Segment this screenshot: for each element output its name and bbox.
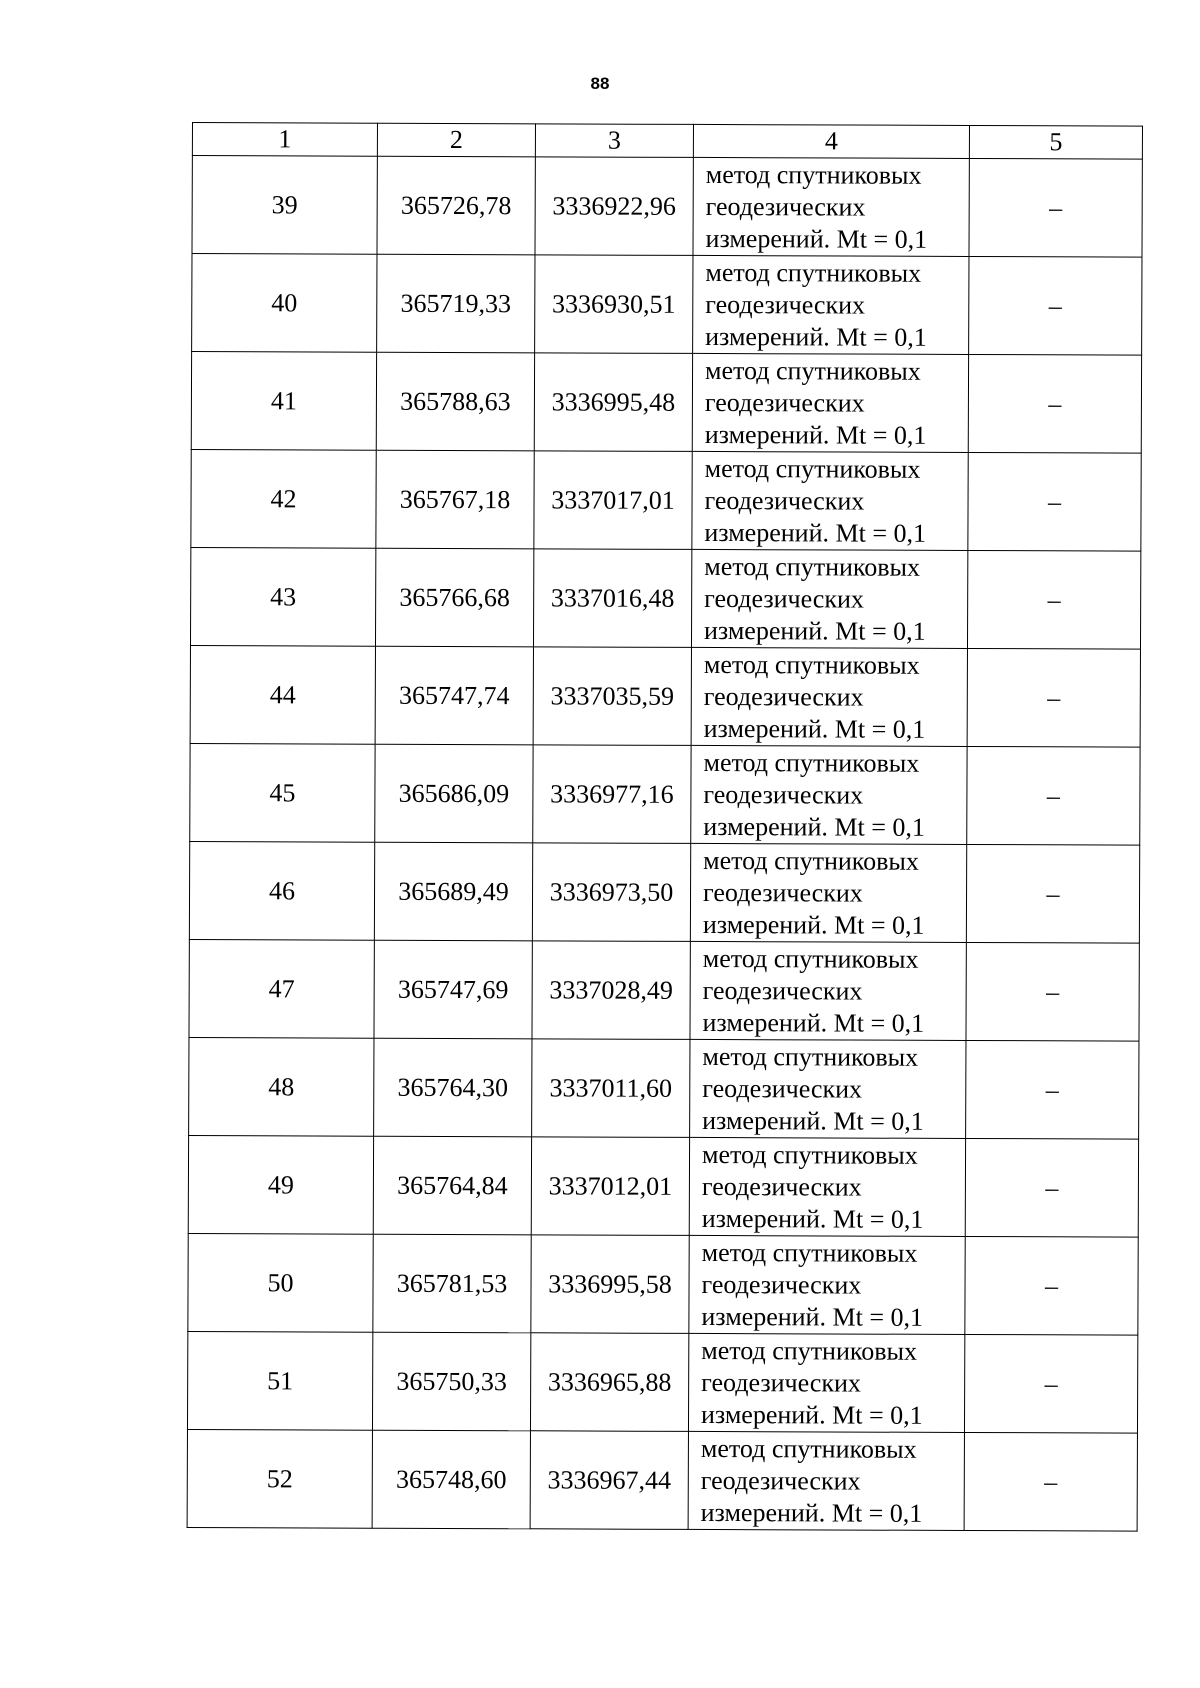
method-line: метод спутниковых <box>701 1335 918 1366</box>
method-cell <box>690 1039 966 1138</box>
method-line: измерений. Mt = 0,1 <box>702 909 925 940</box>
x-coordinate-cell: 365726,78 <box>377 156 535 255</box>
method-line: метод спутниковых <box>704 355 921 386</box>
method-line: метод спутниковых <box>700 1433 917 1464</box>
method-cell <box>692 353 968 452</box>
method-line: геодезических <box>705 191 866 222</box>
header-col-3: 3 <box>535 124 693 158</box>
x-coordinate-cell: 365748,60 <box>372 1430 530 1529</box>
x-coordinate-cell: 365766,68 <box>375 548 533 647</box>
table-row <box>189 1037 1139 1139</box>
note-cell: – <box>966 942 1139 1041</box>
x-coordinate-cell: 365781,53 <box>373 1234 531 1333</box>
method-line: геодезических <box>701 1367 861 1398</box>
note-cell: – <box>969 256 1142 355</box>
table-header <box>192 123 1142 160</box>
method-line: измерений. Mt = 0,1 <box>700 1399 923 1430</box>
method-line: метод спутниковых <box>703 649 920 680</box>
method-line: геодезических <box>704 583 864 614</box>
method-line: геодезических <box>702 975 863 1006</box>
method-line: измерений. Mt = 0,1 <box>700 1497 923 1528</box>
table-row <box>190 645 1140 747</box>
method-cell <box>690 941 966 1040</box>
method-line: метод спутниковых <box>705 159 922 190</box>
note-cell: – <box>968 354 1141 453</box>
method-cell <box>691 745 967 844</box>
x-coordinate-cell: 365750,33 <box>372 1332 530 1431</box>
method-line: измерений. Mt = 0,1 <box>703 615 926 646</box>
method-line: геодезических <box>703 779 864 810</box>
y-coordinate-cell: 3337011,60 <box>532 1039 690 1138</box>
method-line: измерений. Mt = 0,1 <box>703 713 926 744</box>
note-cell: – <box>967 746 1140 845</box>
note-cell: – <box>965 1236 1138 1335</box>
table-row <box>190 743 1140 845</box>
method-line: метод спутниковых <box>701 1139 918 1170</box>
note-cell: – <box>967 550 1140 649</box>
method-line: измерений. Mt = 0,1 <box>704 517 927 548</box>
method-line: геодезических <box>702 877 863 908</box>
coordinates-table <box>187 122 1143 1532</box>
y-coordinate-cell: 3337028,49 <box>532 941 690 1040</box>
point-number-cell: 47 <box>189 939 374 1038</box>
note-cell: – <box>964 1432 1137 1531</box>
table-row <box>192 156 1142 258</box>
note-cell: – <box>968 452 1141 551</box>
method-line: геодезических <box>700 1465 861 1496</box>
method-line: метод спутниковых <box>703 845 919 876</box>
table-row <box>187 1429 1137 1531</box>
x-coordinate-cell: 365764,84 <box>373 1136 531 1235</box>
y-coordinate-cell: 3336995,48 <box>534 353 692 452</box>
y-coordinate-cell: 3336973,50 <box>532 843 690 942</box>
method-cell <box>688 1333 964 1432</box>
method-line: измерений. Mt = 0,1 <box>703 811 925 842</box>
note-cell: – <box>964 1334 1137 1433</box>
method-cell <box>691 549 967 648</box>
method-line: метод спутниковых <box>704 551 921 582</box>
point-number-cell: 39 <box>192 156 377 255</box>
method-line: метод спутниковых <box>704 453 921 484</box>
point-number-cell: 52 <box>187 1429 372 1528</box>
x-coordinate-cell: 365689,49 <box>374 842 532 941</box>
x-coordinate-cell: 365767,18 <box>376 450 534 549</box>
y-coordinate-cell: 3337016,48 <box>533 549 691 648</box>
point-number-cell: 50 <box>188 1233 373 1332</box>
method-line: измерений. Mt = 0,1 <box>702 1105 924 1136</box>
method-line: геодезических <box>701 1269 862 1300</box>
table-row <box>191 352 1141 454</box>
method-line: метод спутниковых <box>705 257 922 288</box>
x-coordinate-cell: 365747,74 <box>375 646 533 745</box>
table-row <box>188 1135 1138 1237</box>
method-line: измерений. Mt = 0,1 <box>701 1301 924 1332</box>
method-line: геодезических <box>703 681 864 712</box>
header-col-2: 2 <box>377 123 535 157</box>
x-coordinate-cell: 365764,30 <box>374 1038 532 1137</box>
table-row <box>187 1331 1137 1433</box>
point-number-cell: 41 <box>191 352 376 451</box>
y-coordinate-cell: 3336922,96 <box>535 157 693 256</box>
header-col-1: 1 <box>192 123 377 157</box>
table-row <box>190 547 1140 649</box>
table-row <box>188 1233 1138 1335</box>
method-cell <box>692 451 968 550</box>
point-number-cell: 40 <box>192 254 377 353</box>
method-cell <box>693 157 969 256</box>
note-cell: – <box>969 158 1142 257</box>
method-cell <box>688 1431 964 1530</box>
y-coordinate-cell: 3336930,51 <box>535 255 693 354</box>
table-body <box>187 156 1142 1532</box>
method-line: метод спутниковых <box>702 943 919 974</box>
y-coordinate-cell: 3337012,01 <box>531 1137 689 1236</box>
table-row <box>192 254 1142 356</box>
table-row <box>189 939 1139 1041</box>
point-number-cell: 49 <box>188 1135 373 1234</box>
method-line: геодезических <box>705 289 866 320</box>
method-line: геодезических <box>704 485 865 516</box>
y-coordinate-cell: 3336977,16 <box>533 745 691 844</box>
point-number-cell: 51 <box>187 1331 372 1430</box>
method-line: метод спутниковых <box>702 1041 919 1072</box>
table-row <box>191 449 1141 551</box>
method-line: метод спутниковых <box>701 1237 918 1268</box>
y-coordinate-cell: 3336967,44 <box>530 1431 688 1530</box>
header-col-4: 4 <box>693 124 969 158</box>
y-coordinate-cell: 3336995,58 <box>531 1235 689 1334</box>
method-line: измерений. Mt = 0,1 <box>705 223 928 254</box>
header-row <box>192 123 1142 160</box>
header-col-5: 5 <box>969 125 1142 159</box>
point-number-cell: 46 <box>189 841 374 940</box>
x-coordinate-cell: 365747,69 <box>374 940 532 1039</box>
note-cell: – <box>966 844 1139 943</box>
method-line: геодезических <box>704 387 865 418</box>
method-line: измерений. Mt = 0,1 <box>704 419 927 450</box>
point-number-cell: 48 <box>189 1037 374 1136</box>
point-number-cell: 44 <box>190 645 375 744</box>
x-coordinate-cell: 365788,63 <box>376 352 534 451</box>
note-cell: – <box>965 1138 1138 1237</box>
method-line: метод спутниковых <box>703 747 920 778</box>
x-coordinate-cell: 365719,33 <box>377 254 535 353</box>
method-line: измерений. Mt = 0,1 <box>701 1203 924 1234</box>
method-cell <box>693 255 969 354</box>
note-cell: – <box>966 1040 1139 1139</box>
method-cell <box>691 647 967 746</box>
page-number: 88 <box>590 74 610 93</box>
x-coordinate-cell: 365686,09 <box>375 744 533 843</box>
point-number-cell: 42 <box>191 449 376 548</box>
method-cell <box>690 843 966 942</box>
method-line: измерений. Mt = 0,1 <box>702 1007 925 1038</box>
method-cell <box>689 1235 965 1334</box>
point-number-cell: 43 <box>190 547 375 646</box>
method-line: измерений. Mt = 0,1 <box>705 321 927 352</box>
method-cell <box>689 1137 965 1236</box>
y-coordinate-cell: 3337035,59 <box>533 647 691 746</box>
table-row <box>189 841 1139 943</box>
point-number-cell: 45 <box>190 743 375 842</box>
note-cell: – <box>967 648 1140 747</box>
method-line: геодезических <box>702 1073 863 1104</box>
method-line: геодезических <box>701 1171 862 1202</box>
y-coordinate-cell: 3337017,01 <box>534 451 692 550</box>
y-coordinate-cell: 3336965,88 <box>530 1333 688 1432</box>
